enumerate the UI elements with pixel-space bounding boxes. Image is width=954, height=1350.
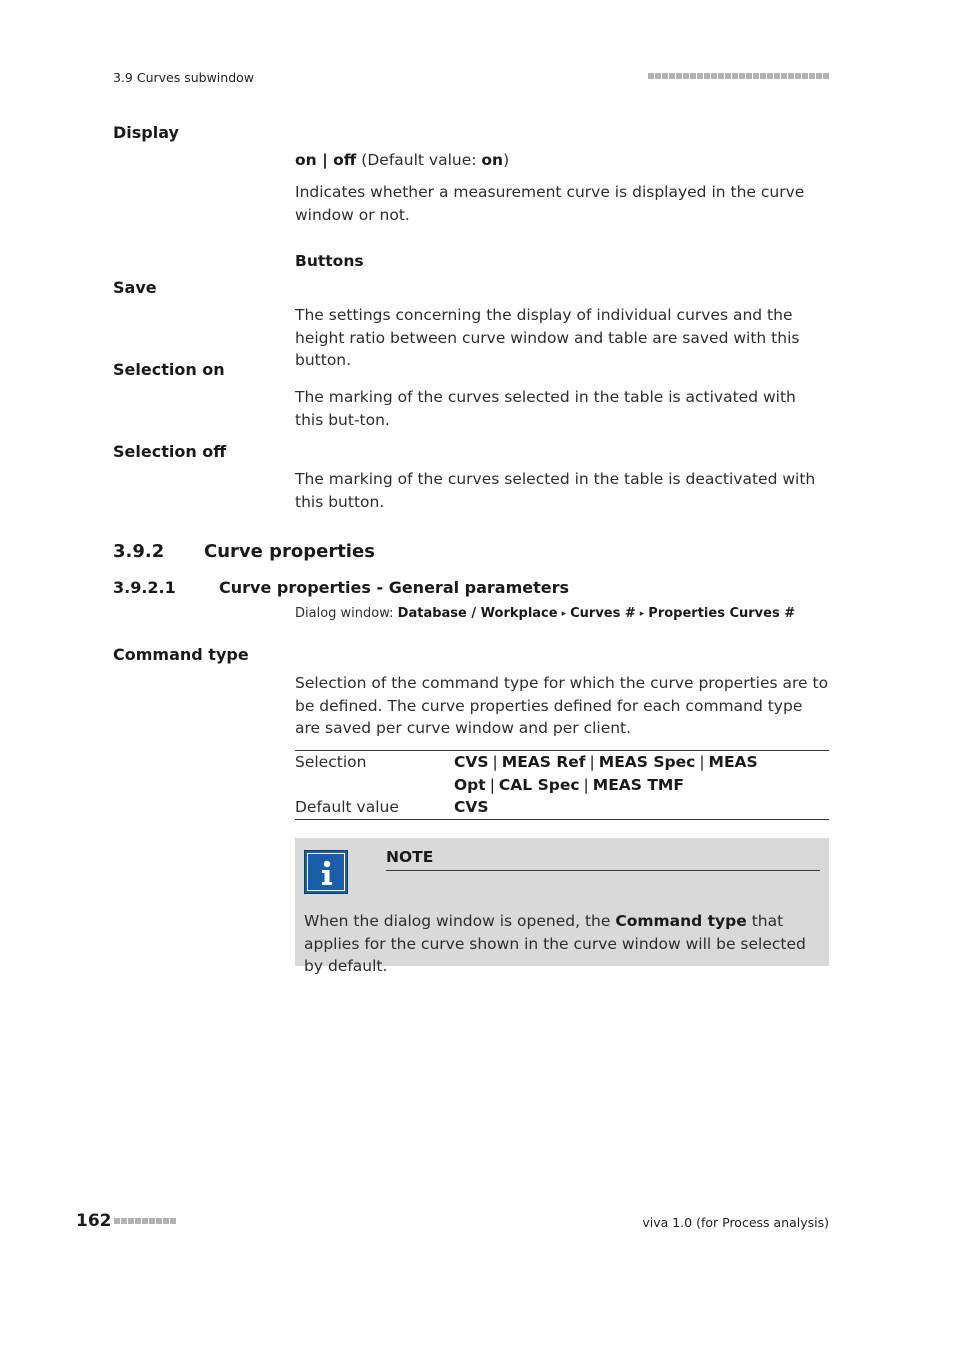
info-icon (304, 850, 348, 894)
decor-square (135, 1218, 141, 1224)
default-suffix: ) (503, 151, 510, 169)
term-selection-off: Selection off (113, 442, 227, 461)
dialog-path-item: Properties Curves # (648, 606, 796, 621)
option: CVS (454, 753, 489, 771)
term-save: Save (113, 278, 157, 297)
parameter-table (295, 750, 829, 820)
option: MEAS Spec (598, 753, 696, 771)
table-row (295, 751, 829, 796)
term-selection-on: Selection on (113, 360, 225, 379)
option: MEAS TMF (592, 775, 684, 794)
decor-square (662, 73, 668, 79)
decor-square (697, 73, 703, 79)
decor-square (655, 73, 661, 79)
decor-square (760, 73, 766, 79)
decor-square (795, 73, 801, 79)
display-description: Indicates whether a measurement curve is displayed in the curve window or not. (295, 183, 805, 224)
decor-square (746, 73, 752, 79)
option: MEAS Ref (501, 753, 586, 771)
selection-on-description: The marking of the curves selected in the table is activated with this but-ton. (295, 388, 796, 429)
default-prefix: (Default value: (356, 151, 482, 169)
decor-square (128, 1218, 134, 1224)
header-decor-squares (648, 73, 829, 79)
buttons-heading: Buttons (295, 252, 364, 270)
decor-square (690, 73, 696, 79)
note-title: NOTE (386, 848, 820, 871)
decor-square (676, 73, 682, 79)
decor-square (823, 73, 829, 79)
decor-square (170, 1218, 176, 1224)
decor-square (802, 73, 808, 79)
footer-product: viva 1.0 (for Process analysis) (642, 1215, 829, 1230)
dialog-path-item: Curves # (570, 606, 636, 621)
term-command-type: Command type (113, 645, 249, 664)
subsection-title: Curve properties - General parameters (219, 578, 570, 597)
selection-off-description: The marking of the curves selected in the table is deactivated with this button. (295, 470, 816, 511)
value-off: off (333, 151, 357, 169)
table-row (295, 796, 829, 819)
note-box (295, 838, 829, 975)
decor-square (767, 73, 773, 79)
save-description: The settings concerning the display of individual curves and the height ratio between curve window and table are saved with this button. (295, 306, 800, 369)
decor-square (156, 1218, 162, 1224)
running-header: 3.9 Curves subwindow (113, 70, 255, 85)
decor-square (704, 73, 710, 79)
subsection-heading (113, 578, 569, 597)
decor-square (114, 1218, 120, 1224)
display-values (295, 149, 829, 172)
option: MEAS Opt (454, 753, 758, 794)
decor-square (809, 73, 815, 79)
arrow-right-icon: ▸ (639, 609, 645, 619)
decor-square (163, 1218, 169, 1224)
decor-square (142, 1218, 148, 1224)
note-text-bold: Command type (615, 912, 747, 930)
decor-square (732, 73, 738, 79)
info-glyph (305, 851, 349, 895)
arrow-right-icon: ▸ (561, 609, 567, 619)
decor-square (711, 73, 717, 79)
note-text-part: When the dialog window is opened, the (304, 912, 616, 930)
value-on: on (295, 151, 317, 169)
subsection-number: 3.9.2.1 (113, 578, 176, 597)
decor-square (725, 73, 731, 79)
page-number: 162 (76, 1211, 112, 1231)
value-separator: | (316, 151, 334, 169)
note-text (304, 910, 820, 978)
decor-square (121, 1218, 127, 1224)
decor-square (669, 73, 675, 79)
decor-square (718, 73, 724, 79)
decor-square (753, 73, 759, 79)
section-number: 3.9.2 (113, 541, 165, 562)
decor-square (149, 1218, 155, 1224)
selection-options: CVS | MEAS Ref | MEAS Spec | MEAS Opt | CAL Spec | MEAS TMF (454, 753, 758, 794)
section-heading (113, 541, 375, 562)
note-text-part: that applies for the curve shown in the curve window will be selected by default. (304, 912, 806, 975)
default-value: on (481, 151, 504, 169)
decor-square (739, 73, 745, 79)
selection-label: Selection (295, 753, 367, 771)
dialog-path-item: Database / Workplace (397, 606, 558, 621)
dialog-path (295, 606, 795, 621)
dialog-prefix: Dialog window: (295, 606, 398, 621)
decor-square (774, 73, 780, 79)
decor-square (648, 73, 654, 79)
option: CAL Spec (498, 775, 580, 794)
section-title: Curve properties (204, 541, 375, 562)
decor-square (683, 73, 689, 79)
term-display: Display (113, 123, 179, 142)
decor-square (816, 73, 822, 79)
footer-decor-squares (114, 1218, 176, 1224)
default-label: Default value (295, 798, 399, 816)
default-value-cell: CVS (454, 798, 489, 816)
decor-square (781, 73, 787, 79)
decor-square (788, 73, 794, 79)
command-type-description: Selection of the command type for which the curve properties are to be defined. The curve properties defined for each command type are saved per curve window and per client. (295, 674, 829, 737)
